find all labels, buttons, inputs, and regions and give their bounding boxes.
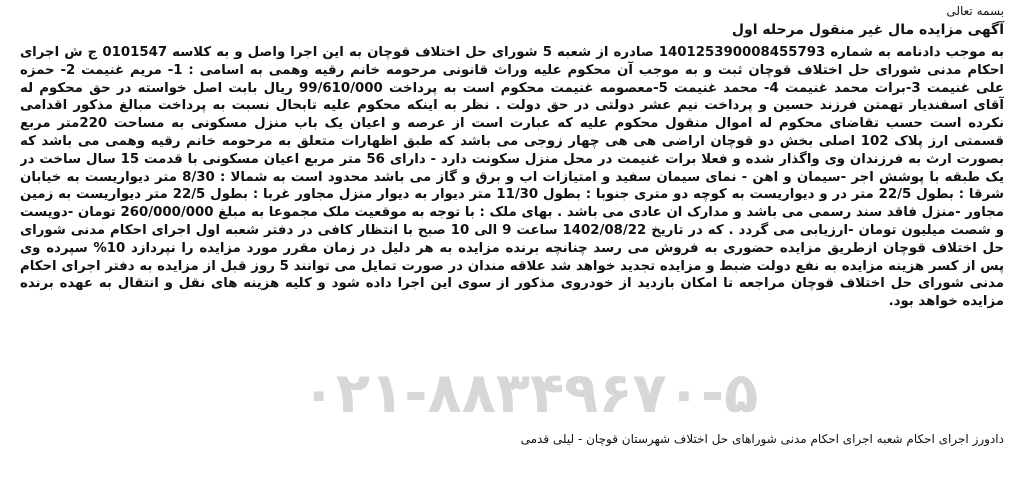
watermark-text: ۰۲۱-۸۸۳۴۹۶۷۰-۵: [301, 361, 759, 424]
signature-line: دادورز اجرای احکام شعبه اجرای احکام مدنی شوراهای حل اختلاف شهرستان قوچان - لیلی قدمی: [520, 432, 1004, 446]
notice-title: آگهی مزایده مال غیر منقول مرحله اول: [731, 22, 1004, 38]
notice-body: به موجب دادنامه به شماره 140125390008455793 صادره از شعبه 5 شورای حل اختلاف قوچان به این اجرا واصل و به کلاسه 0101547 ج ش اجرای احکام مدنی شورای حل اختلاف قوچان ثبت و به موجب آن محکوم علیه وراث قانونی مرحومه خانم رقیه وهمی به اسامی : 1- مریم غنیمت 2- حمزه علی غنیمت 3-برات محمد غنیمت 4- محمد غنیمت 5-معصومه غنیمت محکوم است به پرداخت 99/610/000 ریال بابت اصل خواسته در حق محکوم له آقای اسفندیار تهمتن فرزند حسین و پرداخت نیم عشر دولتی در حق دولت . نظر به اینکه محکوم علیه تابحال نسبت به پرداخت مبالغ مذکور اقدامی نکرده است حسب تقاضای محکوم له اموال منقول محکوم علیه که عبارت است از عرصه و اعیان یک باب منزل مسکونی به مساحت 220متر مربع قسمتی ارز پلاک 102 اصلی بخش دو قوچان اراضی هی هی چهار زوجی می باشد که طبق اظهارات متعلق به مرحومه خانم رقیه وهمی می باشد که بصورت ارث به فرزندان وی واگذار شده و فعلا برات غنیمت در محل منزل سکونت دارد - دارای 56 متر مربع اعیان مسکونی با قدمت 15 سال ساخت در یک طبقه با پوشش اجر -سیمان و اهن - نمای سیمان سفید و امتیازات اب و برق و گاز می باشد محدود است به شمالا : 8/30 متر دیواریست به خیابان شرقا : بطول 22/5 متر در و دیواریست به کوچه دو متری جنوبا : بطول 11/30 متر دیوار به دیوار منزل مجاور غربا : بطول 22/5 متر دیواریست به زمین مجاور -منزل فاقد سند رسمی می باشد و مدارک ان عادی می باشد . بهای ملک : با توجه به موقعیت ملک مجموعا به مبلغ 260/000/000 تومان -دویست و شصت میلیون تومان -ارزیابی می گردد . که در تاریخ 1402/08/22 ساعت 9 الی 10 صبح با انتظار کافی در دفتر شعبه اول اجرای احکام مدنی شورای حل اختلاف قوچان ازطریق مزایده حضوری به فروش می رسد چنانچه برنده مزایده به هر دلیل در زمان مقرر مورد مزایده را نپردازد 10% سپرده وی پس از کسر هزینه مزایده به نفع دولت ضبط و مزایده تجدید خواهد شد علاقه مندان در صورت تمایل می توانند 5 روز قبل از مزایده به دفتر اجرای احکام مدنی شورای حل اختلاف قوچان مراجعه تا امکان بازدید از خودروی مذکور از سوی این اجرا داده شود و کلیه هزینه های نقل و انتقال به عهده برنده مزایده خواهد بود.: [20, 45, 1004, 310]
invocation-header: بسمه تعالی: [946, 4, 1004, 18]
